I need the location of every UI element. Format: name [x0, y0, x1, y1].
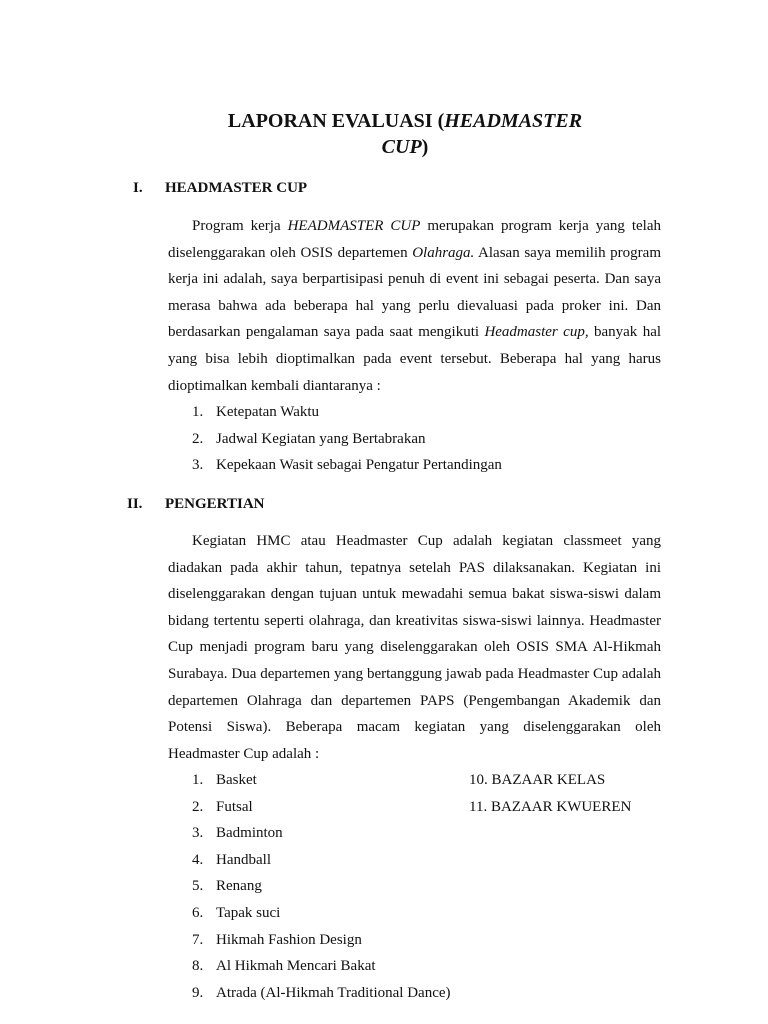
section-1-title: HEADMASTER CUP [165, 180, 308, 196]
list-item [192, 980, 451, 1007]
section-1-number: I. [133, 180, 143, 196]
list-item [192, 767, 451, 794]
section-1-text-6: Headmaster cup, [484, 324, 589, 341]
list-item [192, 399, 502, 426]
list-item-text: Kepekaan Wasit sebagai Pengatur Pertandingan [216, 457, 502, 474]
section-1-text-5: Alasan saya memilih program kerja ini adalah, saya berpartisipasi penuh di event ini sebagai peserta. Dan saya merasa bahwa ada beberapa hal yang perlu dievaluasi pada proker ini. Dan berdasarkan pengalaman saya pada saat mengikuti [168, 244, 661, 341]
section-2-title: PENGERTIAN [165, 496, 265, 512]
list-item-number: 4. [192, 851, 204, 868]
section-1-text-7: banyak hal yang bisa lebih dioptimalkan pada event tersebut. Beberapa hal yang harus dioptimalkan kembali diantaranya : [168, 324, 662, 394]
title-line1-prefix: LAPORAN EVALUASI ( [227, 110, 445, 132]
list-item [192, 900, 451, 927]
list-item-text: Basket [216, 772, 257, 788]
list-item-text: Al Hikmah Mencari Bakat [216, 958, 376, 975]
section-1-text-3: merupakan program kerja yang telah diselenggarakan oleh OSIS departemen [168, 218, 661, 261]
title-line2-italic: CUP [381, 136, 422, 158]
section-1-heading [133, 178, 433, 198]
list-item-text: Ketepatan Waktu [216, 404, 320, 420]
title-line1-italic: HEADMASTER [444, 110, 583, 132]
list-item: 11. BAZAAR KWUEREN [469, 798, 632, 815]
title-line2-suffix: ) [421, 136, 429, 158]
section-2-paragraph: Kegiatan HMC atau Headmaster Cup adalah kegiatan classmeet yang diadakan pada akhir tahun, tepatnya setelah PAS dilaksanakan. Kegiatan ini diselenggarakan dengan tujuan untuk mewadahi semua bakat siswa-siswi dalam bidang tertentu seperti olahraga, dan kreativitas siswa-siswi lainnya. Headmaster Cup menjadi program baru yang diselenggarakan oleh OSIS SMA Al-Hikmah Surabaya. Dua departemen yang bertanggung jawab pada Headmaster Cup adalah departemen Olahraga dan departemen PAPS (Pengembangan Akademik dan Potensi Siswa). Beberapa macam kegiatan yang diselenggarakan oleh Headmaster Cup adalah : [168, 533, 661, 762]
list-item-text: Renang [216, 878, 262, 895]
list-item [192, 927, 451, 954]
section-2-list [192, 767, 451, 1006]
section-1-text-4: Olahraga. [412, 244, 475, 261]
list-item-number: 2. [192, 798, 204, 815]
list-item-number: 9. [192, 984, 204, 1001]
list-item-number: 1. [192, 772, 204, 788]
section-1-list [192, 399, 502, 479]
list-item [192, 953, 451, 980]
list-item [192, 873, 451, 900]
list-item-number: 1. [192, 404, 204, 420]
list-item [192, 794, 451, 821]
list-item-text: Tapak suci [216, 904, 281, 921]
section-1-paragraph [168, 213, 661, 399]
list-item-number: 3. [192, 825, 204, 842]
list-item-number: 2. [192, 430, 204, 447]
list-item [192, 820, 451, 847]
list-item-number: 7. [192, 931, 204, 948]
section-2-number: II. [127, 496, 143, 512]
list-item [192, 426, 502, 453]
section-2-list-column-2 [469, 767, 631, 820]
list-item [192, 452, 502, 479]
list-item-number: 5. [192, 878, 204, 895]
list-item-text: Futsal [216, 798, 253, 815]
section-1-text-1: Program kerja [192, 218, 288, 234]
list-item-text: Handball [216, 851, 271, 868]
document-title [200, 108, 610, 160]
section-2-heading [127, 494, 427, 514]
list-item-number: 6. [192, 904, 204, 921]
list-item [192, 847, 451, 874]
list-item-text: Jadwal Kegiatan yang Bertabrakan [216, 430, 426, 447]
list-item: 10. BAZAAR KELAS [469, 772, 606, 788]
list-item-text: Badminton [216, 825, 283, 842]
list-item-text: Atrada (Al-Hikmah Traditional Dance) [216, 984, 451, 1001]
list-item-number: 8. [192, 958, 204, 975]
list-item-number: 3. [192, 457, 204, 474]
list-item-text: Hikmah Fashion Design [216, 931, 362, 948]
section-1-text-2: HEADMASTER CUP [287, 218, 421, 234]
